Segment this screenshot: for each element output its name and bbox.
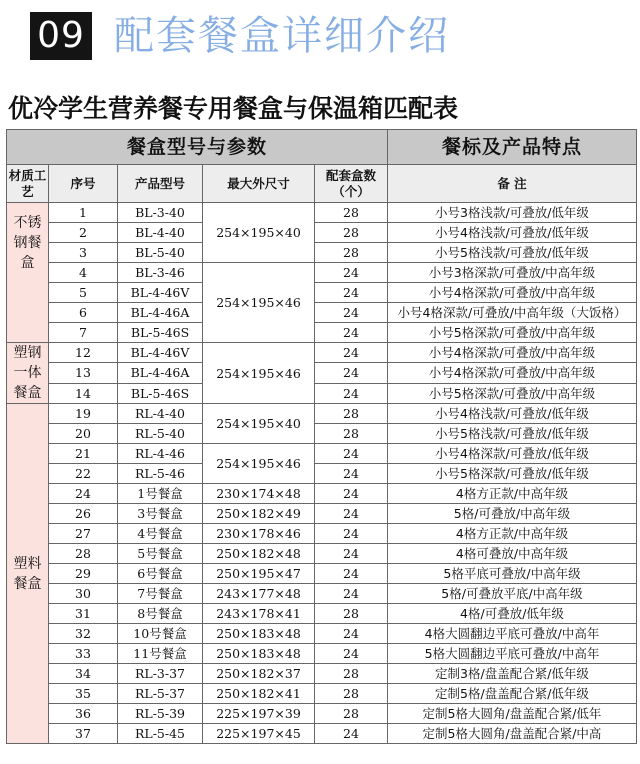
table-row <box>7 343 637 363</box>
note-cell: 小号4格浅款/可叠放/低年级 <box>388 404 637 424</box>
model-cell: 3号餐盒 <box>118 504 203 524</box>
count-cell: 28 <box>315 704 388 724</box>
model-cell: BL-3-40 <box>118 203 203 223</box>
table-row <box>7 383 637 403</box>
table-row <box>7 464 637 484</box>
seq-cell: 14 <box>49 383 118 403</box>
table-title: 优冷学生营养餐专用餐盒与保温箱匹配表 <box>8 94 459 123</box>
model-cell: 11号餐盒 <box>118 644 203 664</box>
table-row <box>7 404 637 424</box>
size-cell: 250×182×37 <box>203 664 315 684</box>
seq-cell: 1 <box>49 203 118 223</box>
size-cell: 250×182×48 <box>203 544 315 564</box>
note-cell: 5格大圆翻边平底可叠放/中高年 <box>388 644 637 664</box>
model-cell: BL-3-46 <box>118 263 203 283</box>
note-cell: 小号4格深款/可叠放/低年级 <box>388 444 637 464</box>
model-cell: RL-5-45 <box>118 724 203 744</box>
model-cell: 4号餐盒 <box>118 524 203 544</box>
material-cell: 塑料餐盒 <box>7 404 49 744</box>
table-row <box>7 524 637 544</box>
seq-cell: 30 <box>49 584 118 604</box>
note-cell: 小号3格深款/可叠放/中高年级 <box>388 263 637 283</box>
count-cell: 28 <box>315 684 388 704</box>
seq-cell: 4 <box>49 263 118 283</box>
note-cell: 5格/可叠放平底/中高年级 <box>388 584 637 604</box>
group-header-params: 餐盒型号与参数 <box>7 130 388 165</box>
model-cell: 5号餐盒 <box>118 544 203 564</box>
table-row <box>7 484 637 504</box>
seq-cell: 19 <box>49 404 118 424</box>
seq-cell: 7 <box>49 323 118 343</box>
table-row <box>7 444 637 464</box>
note-cell: 4格/可叠放/低年级 <box>388 604 637 624</box>
model-cell: BL-5-46S <box>118 383 203 403</box>
count-cell: 24 <box>315 544 388 564</box>
count-cell: 24 <box>315 724 388 744</box>
seq-cell: 35 <box>49 684 118 704</box>
count-cell: 28 <box>315 664 388 684</box>
col-header-size: 最大外尺寸 <box>203 165 315 203</box>
note-cell: 定制5格大圆角/盘盖配合紧/低年 <box>388 704 637 724</box>
table-row <box>7 203 637 223</box>
seq-cell: 6 <box>49 303 118 323</box>
seq-cell: 28 <box>49 544 118 564</box>
table-row <box>7 604 637 624</box>
section-header <box>0 0 640 80</box>
seq-cell: 33 <box>49 644 118 664</box>
col-header-note: 备 注 <box>388 165 637 203</box>
model-cell: RL-3-37 <box>118 664 203 684</box>
size-cell: 250×182×41 <box>203 684 315 704</box>
col-header-seq: 序号 <box>49 165 118 203</box>
seq-cell: 2 <box>49 223 118 243</box>
count-cell: 24 <box>315 283 388 303</box>
note-cell: 定制3格/盘盖配合紧/低年级 <box>388 664 637 684</box>
note-cell: 定制5格/盘盖配合紧/低年级 <box>388 684 637 704</box>
note-cell: 5格/可叠放/中高年级 <box>388 504 637 524</box>
matching-table <box>6 129 637 744</box>
size-cell: 250×183×48 <box>203 644 315 664</box>
size-cell: 243×177×48 <box>203 584 315 604</box>
size-cell: 254×195×46 <box>203 343 315 404</box>
model-cell: 8号餐盒 <box>118 604 203 624</box>
col-header-model: 产品型号 <box>118 165 203 203</box>
size-cell: 250×195×47 <box>203 564 315 584</box>
note-cell: 定制5格大圆角/盘盖配合紧/中高 <box>388 724 637 744</box>
note-cell: 4格可叠放/中高年级 <box>388 544 637 564</box>
count-cell: 28 <box>315 243 388 263</box>
material-cell: 不锈钢餐盒 <box>7 203 49 343</box>
model-cell: 6号餐盒 <box>118 564 203 584</box>
seq-cell: 24 <box>49 484 118 504</box>
size-cell: 230×178×46 <box>203 524 315 544</box>
count-cell: 24 <box>315 464 388 484</box>
col-header-count: 配套盒数（个） <box>315 165 388 203</box>
count-cell: 24 <box>315 383 388 403</box>
model-cell: RL-4-46 <box>118 444 203 464</box>
note-cell: 4格方正款/中高年级 <box>388 524 637 544</box>
table-row <box>7 624 637 644</box>
model-cell: RL-5-37 <box>118 684 203 704</box>
table-row <box>7 504 637 524</box>
model-cell: 1号餐盒 <box>118 484 203 504</box>
note-cell: 小号3格浅款/可叠放/低年级 <box>388 203 637 223</box>
count-cell: 24 <box>315 343 388 363</box>
group-header-features: 餐标及产品特点 <box>388 130 637 165</box>
table-row <box>7 644 637 664</box>
count-cell: 24 <box>315 504 388 524</box>
note-cell: 4格大圆翻边平底可叠放/中高年 <box>388 624 637 644</box>
seq-cell: 20 <box>49 424 118 444</box>
count-cell: 28 <box>315 424 388 444</box>
note-cell: 小号4格深款/可叠放/中高年级 <box>388 283 637 303</box>
note-cell: 5格平底可叠放/中高年级 <box>388 564 637 584</box>
table-row <box>7 664 637 684</box>
count-cell: 24 <box>315 323 388 343</box>
seq-cell: 26 <box>49 504 118 524</box>
note-cell: 4格方正款/中高年级 <box>388 484 637 504</box>
table-row <box>7 584 637 604</box>
note-cell: 小号4格浅款/可叠放/低年级 <box>388 223 637 243</box>
seq-cell: 29 <box>49 564 118 584</box>
count-cell: 24 <box>315 263 388 283</box>
material-cell: 塑钢一体餐盒 <box>7 343 49 404</box>
model-cell: BL-4-46A <box>118 303 203 323</box>
table-row <box>7 243 637 263</box>
table-row <box>7 544 637 564</box>
count-cell: 28 <box>315 604 388 624</box>
note-cell: 小号4格深款/可叠放/中高年级（大饭格） <box>388 303 637 323</box>
table-row <box>7 724 637 744</box>
note-cell: 小号5格浅款/可叠放/低年级 <box>388 243 637 263</box>
count-cell: 28 <box>315 203 388 223</box>
seq-cell: 3 <box>49 243 118 263</box>
table-row <box>7 684 637 704</box>
size-cell: 250×183×48 <box>203 624 315 644</box>
seq-cell: 32 <box>49 624 118 644</box>
section-number: 09 <box>30 12 92 60</box>
size-cell: 243×178×41 <box>203 604 315 624</box>
count-cell: 24 <box>315 524 388 544</box>
count-cell: 24 <box>315 624 388 644</box>
model-cell: BL-4-46A <box>118 363 203 383</box>
model-cell: RL-4-40 <box>118 404 203 424</box>
model-cell: BL-4-46V <box>118 343 203 363</box>
note-cell: 小号4格深款/可叠放/中高年级 <box>388 363 637 383</box>
table-row <box>7 223 637 243</box>
size-cell: 225×197×39 <box>203 704 315 724</box>
count-cell: 24 <box>315 484 388 504</box>
model-cell: 7号餐盒 <box>118 584 203 604</box>
count-cell: 24 <box>315 564 388 584</box>
note-cell: 小号5格深款/可叠放/低年级 <box>388 464 637 484</box>
note-cell: 小号5格浅款/可叠放/低年级 <box>388 424 637 444</box>
note-cell: 小号5格深款/可叠放/中高年级 <box>388 383 637 403</box>
count-cell: 24 <box>315 584 388 604</box>
table-row <box>7 424 637 444</box>
count-cell: 28 <box>315 404 388 424</box>
count-cell: 24 <box>315 444 388 464</box>
table-row <box>7 363 637 383</box>
seq-cell: 13 <box>49 363 118 383</box>
count-cell: 24 <box>315 644 388 664</box>
model-cell: RL-5-39 <box>118 704 203 724</box>
table-row <box>7 564 637 584</box>
model-cell: RL-5-46 <box>118 464 203 484</box>
size-cell: 254×195×40 <box>203 203 315 263</box>
table-row <box>7 323 637 343</box>
size-cell: 230×174×48 <box>203 484 315 504</box>
model-cell: BL-5-46S <box>118 323 203 343</box>
size-cell: 254×195×46 <box>203 263 315 343</box>
size-cell: 250×182×49 <box>203 504 315 524</box>
model-cell: RL-5-40 <box>118 424 203 444</box>
model-cell: BL-4-40 <box>118 223 203 243</box>
count-cell: 24 <box>315 363 388 383</box>
model-cell: BL-4-46V <box>118 283 203 303</box>
seq-cell: 12 <box>49 343 118 363</box>
seq-cell: 21 <box>49 444 118 464</box>
seq-cell: 5 <box>49 283 118 303</box>
seq-cell: 34 <box>49 664 118 684</box>
col-header-material: 材质工艺 <box>7 165 49 203</box>
section-title: 配套餐盒详细介绍 <box>114 13 450 59</box>
count-cell: 24 <box>315 303 388 323</box>
model-cell: BL-5-40 <box>118 243 203 263</box>
table-row <box>7 263 637 283</box>
seq-cell: 36 <box>49 704 118 724</box>
note-cell: 小号4格深款/可叠放/中高年级 <box>388 343 637 363</box>
seq-cell: 22 <box>49 464 118 484</box>
size-cell: 225×197×45 <box>203 724 315 744</box>
size-cell: 254×195×40 <box>203 404 315 444</box>
seq-cell: 27 <box>49 524 118 544</box>
note-cell: 小号5格深款/可叠放/中高年级 <box>388 323 637 343</box>
seq-cell: 31 <box>49 604 118 624</box>
count-cell: 28 <box>315 223 388 243</box>
seq-cell: 37 <box>49 724 118 744</box>
size-cell: 254×195×46 <box>203 444 315 484</box>
table-row <box>7 704 637 724</box>
model-cell: 10号餐盒 <box>118 624 203 644</box>
table-row <box>7 283 637 303</box>
